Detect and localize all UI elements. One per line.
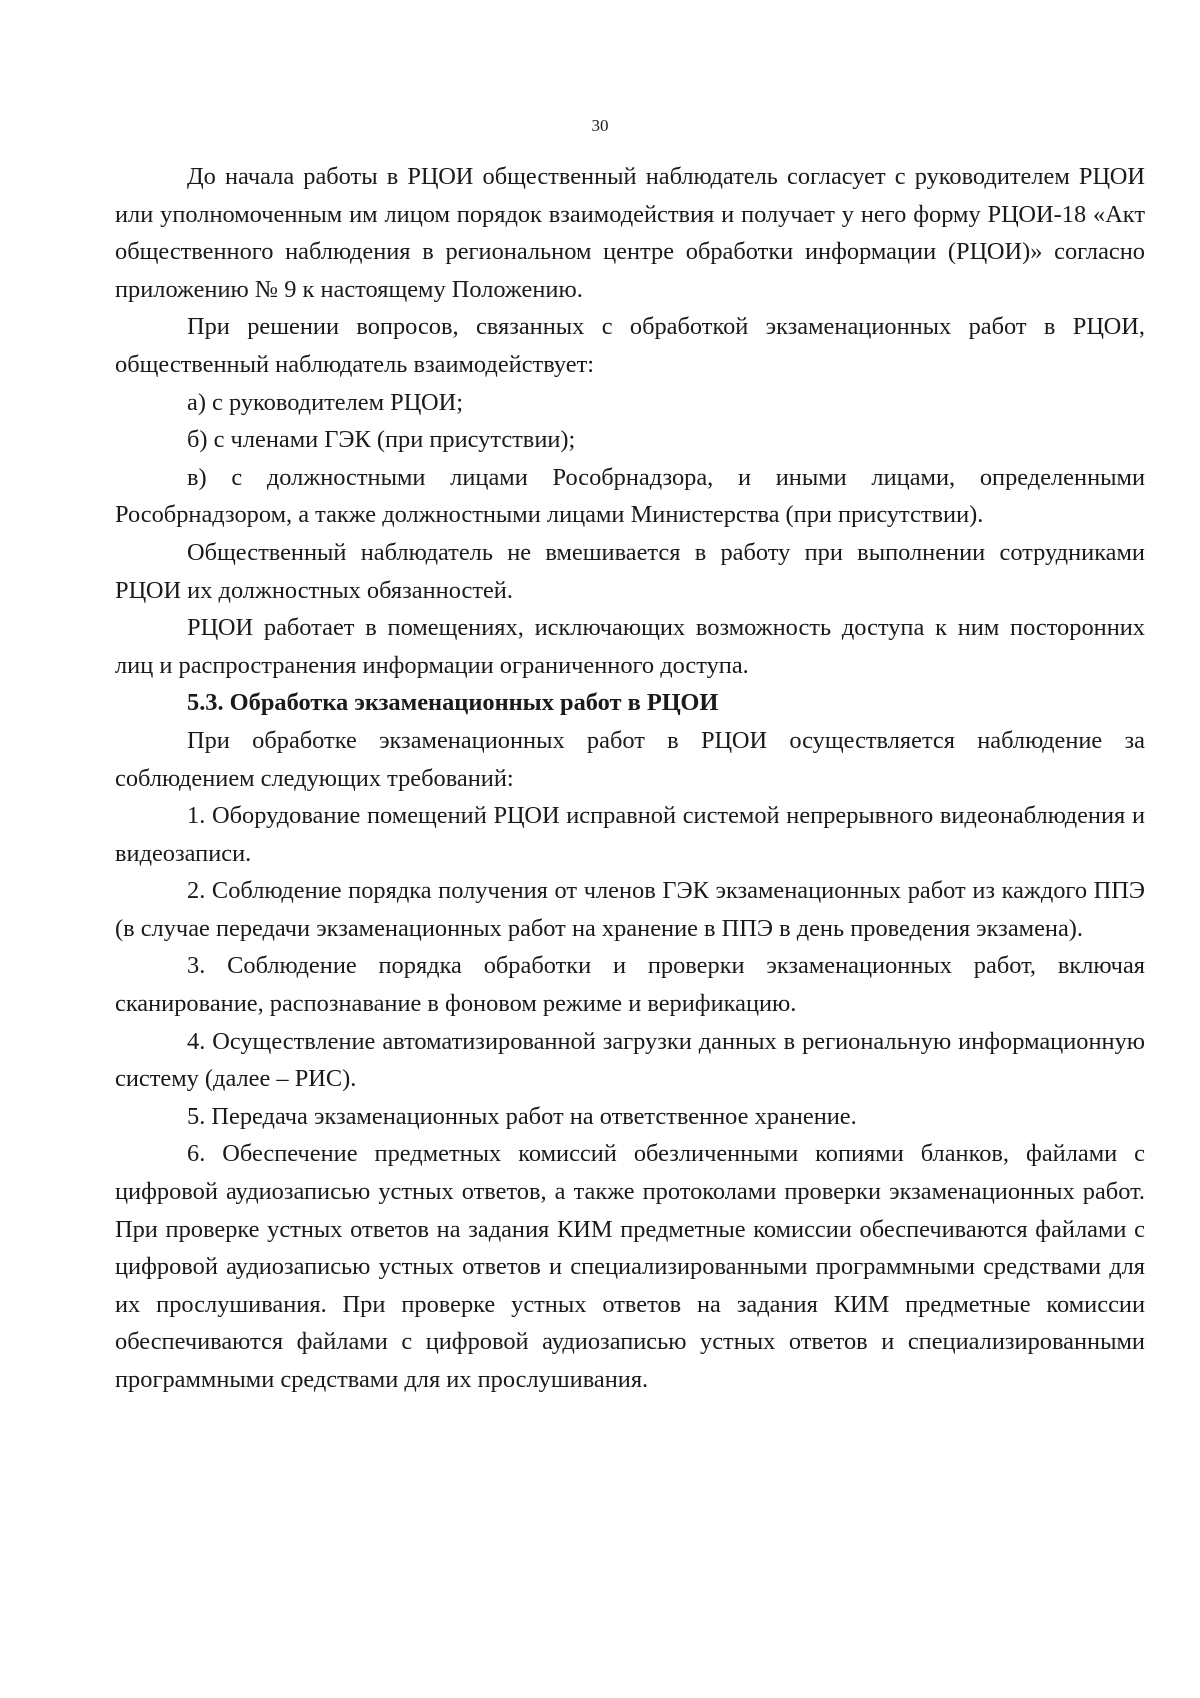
section-heading: 5.3. Обработка экзаменационных работ в РЦОИ [187,689,719,717]
list-item-c: в) с должностными лицами Рособрнадзора, и иными лицами, определенными Рособрнадзором, а также должностными лицами Министерства (при присутствии). [115,463,1145,529]
requirement-item-1: 1. Оборудование помещений РЦОИ исправной системой непрерывного видеонаблюдения и видеозаписи. [115,802,1145,867]
paragraph-observer-agreement: До начала работы в РЦОИ общественный наблюдатель согласует с руководителем РЦОИ или уполномоченным им лицом порядок взаимодействия и получает у него форму РЦОИ-18 «Акт общественного наблюдения в региональном центре обработки информации (РЦОИ)» согласно приложению № 9 к настоящему Положению. [115,163,1145,303]
list-item-a: а) с руководителем РЦОИ; [187,388,464,416]
document-body [115,158,1145,1399]
paragraph-premises: РЦОИ работает в помещениях, исключающих возможность доступа к ним посторонних лиц и распространения информации ограниченного доступа. [115,614,1145,679]
list-item-b: б) с членами ГЭК (при присутствии); [187,426,576,454]
requirement-item-2: 2. Соблюдение порядка получения от членов ГЭК экзаменационных работ из каждого ППЭ (в случае передачи экзаменационных работ на хранение в ППЭ в день проведения экзамена). [115,877,1145,942]
requirement-item-6: 6. Обеспечение предметных комиссий обезличенными копиями бланков, файлами с цифровой аудиозаписью устных ответов, а также протоколами проверки экзаменационных работ. При проверке устных ответов на задания КИМ предметные комиссии обеспечиваются файлами с цифровой аудиозаписью устных ответов и специализированными программными средствами для их прослушивания. При проверке устных ответов на задания КИМ предметные комиссии обеспечиваются файлами с цифровой аудиозаписью устных ответов и специализированными программными средствами для их прослушивания. [115,1140,1145,1393]
requirement-item-3: 3. Соблюдение порядка обработки и проверки экзаменационных работ, включая сканирование, распознавание в фоновом режиме и верификацию. [115,952,1145,1018]
paragraph-non-interference: Общественный наблюдатель не вмешивается в работу при выполнении сотрудниками РЦОИ их должностных обязанностей. [115,538,1145,604]
paragraph-interaction-intro: При решении вопросов, связанных с обработкой экзаменационных работ в РЦОИ, общественный наблюдатель взаимодействует: [115,313,1145,378]
page-number: 30 [591,116,609,135]
requirement-item-5: 5. Передача экзаменационных работ на ответственное хранение. [187,1102,857,1130]
requirement-item-4: 4. Осуществление автоматизированной загрузки данных в региональную информационную систему (далее – РИС). [115,1027,1145,1093]
paragraph-requirements-intro: При обработке экзаменационных работ в РЦОИ осуществляется наблюдение за соблюдением следующих требований: [115,726,1145,792]
